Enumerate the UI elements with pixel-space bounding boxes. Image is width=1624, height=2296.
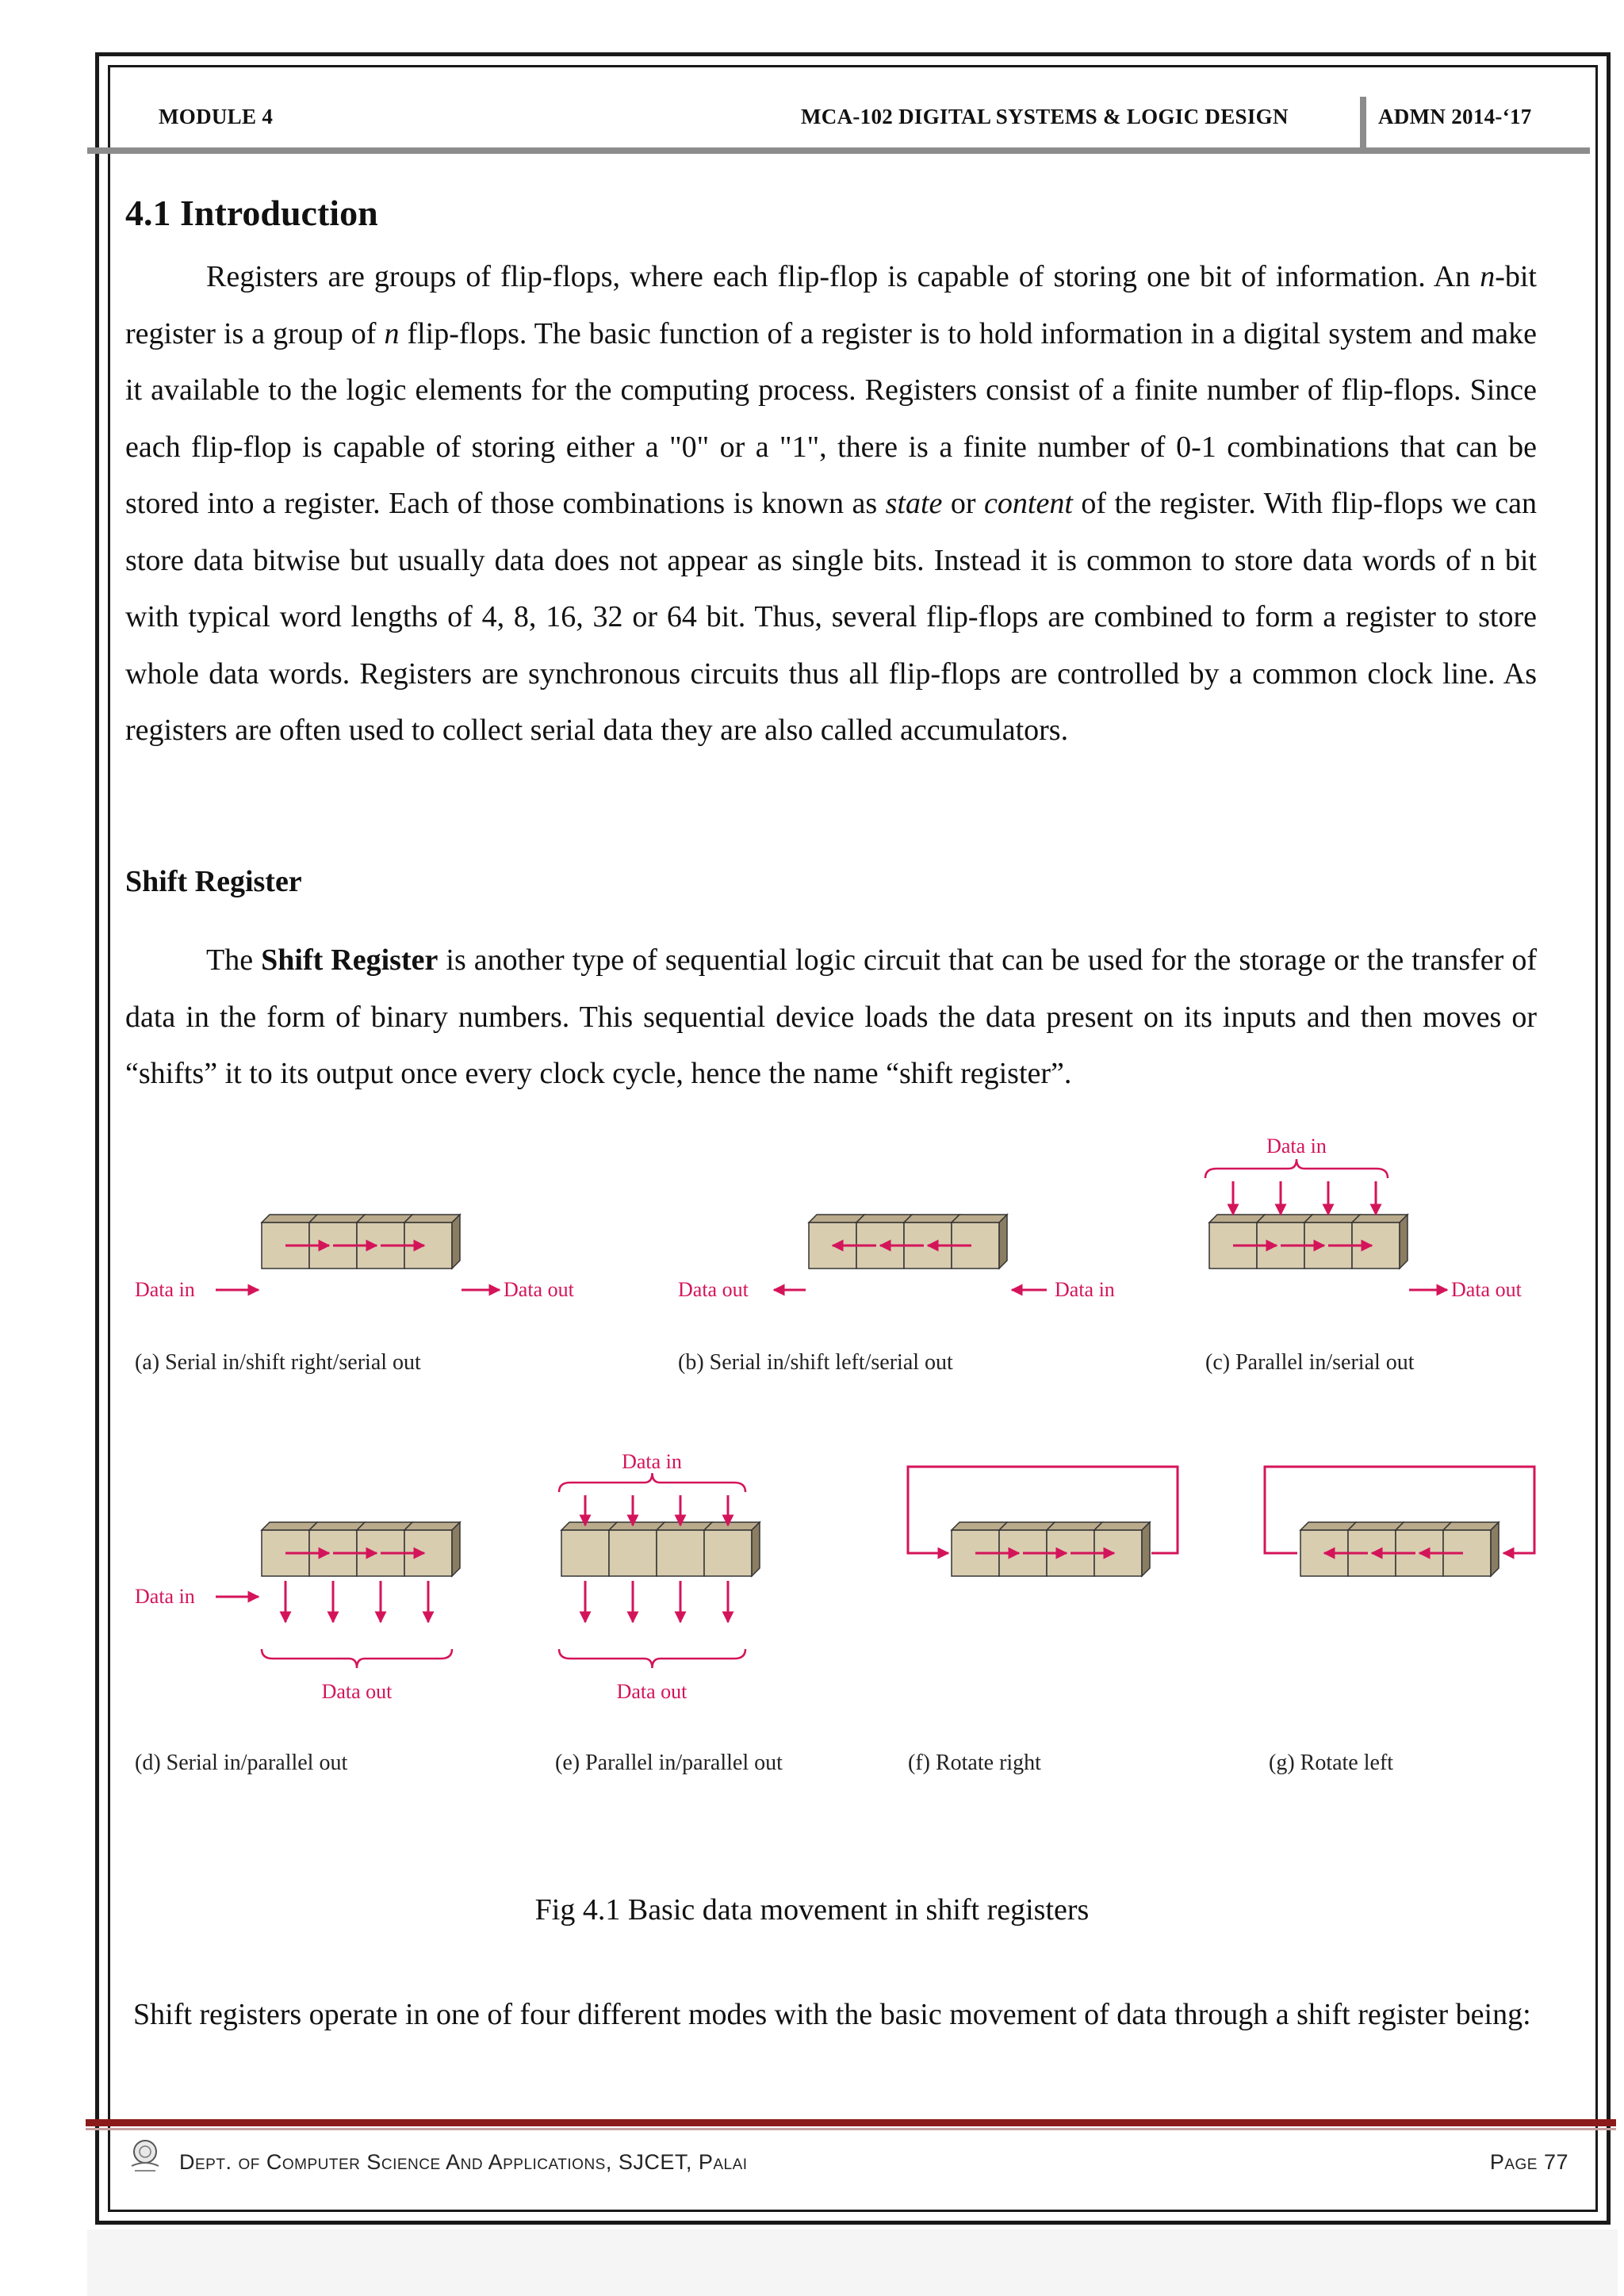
register-f-side (1142, 1522, 1150, 1576)
register-g-cell-top (1396, 1522, 1451, 1530)
caption-d: (d) Serial in/parallel out (135, 1751, 348, 1775)
register-f-cell-top (1047, 1522, 1102, 1530)
caption-c: (c) Parallel in/serial out (1205, 1350, 1415, 1375)
register-e-cell-top (657, 1522, 712, 1530)
intro-paragraph: Registers are groups of flip-flops, where each flip-flop is capable of storing one bit of information. An n-bit register is a group of n flip-flops. The basic function of a register is to hold information in a digital system and make it available to the logic elements for the computing process. Registers consist of a finite number of flip-flops. Since each flip-flop is capable of storing either a "0" or a "1", there is a finite number of 0-1 combinations that can be stored into a register. Each of those combinations is known as state or content of the register. With flip-flops we can store data bitwise but usually data does not appear as single bits. Instead it is common to store data words of n bit with typical word lengths of 4, 8, 16, 32 or 64 bit. Thus, several flip-flops are combined to form a register to store whole data words. Registers are synchronous circuits thus all flip-flops are controlled by a common clock line. As registers are often used to collect serial data they are also called accumulators. (125, 260, 1537, 747)
brace-e-data-out (559, 1649, 745, 1668)
footer-department: Dept. of Computer Science And Applications, SJCET, Palai (179, 2150, 748, 2174)
register-c-cell-top (1304, 1215, 1360, 1223)
register-g-cell-top (1443, 1522, 1499, 1530)
header-separator (1360, 97, 1366, 149)
label-a-data-in: Data in (135, 1278, 195, 1301)
register-e-cell-top (704, 1522, 760, 1530)
register-e-cell (561, 1530, 609, 1576)
label-d-data-in: Data in (135, 1585, 195, 1608)
register-a-cell-top (404, 1215, 460, 1223)
register-g-cell-top (1348, 1522, 1404, 1530)
register-e-cell (609, 1530, 657, 1576)
label-c-data-out: Data out (1451, 1278, 1522, 1301)
header-rule (87, 147, 1590, 154)
label-e-data-in: Data in (622, 1450, 682, 1473)
register-a-cell-top (357, 1215, 412, 1223)
shift-register-paragraph: The Shift Register is another type of sequential logic circuit that can be used for the storage or the transfer of data in the form of binary numbers. This sequential device loads the data present on its inputs and then moves or “shifts” it to its output once every clock cycle, hence the name “shift register”. (125, 943, 1537, 1090)
label-d-data-out: Data out (321, 1680, 393, 1703)
register-b-cell-top (904, 1215, 959, 1223)
label-a-data-out: Data out (504, 1278, 574, 1301)
register-a-cell-top (309, 1215, 365, 1223)
brace-c-data-in (1205, 1159, 1388, 1178)
brace-d-data-out (262, 1649, 452, 1668)
register-f-cell-top (999, 1522, 1055, 1530)
page-bottom-margin (87, 2229, 1618, 2296)
register-d-cell-top (309, 1522, 365, 1530)
register-f-cell-top (952, 1522, 1007, 1530)
caption-g: (g) Rotate left (1269, 1751, 1394, 1775)
header-admn: ADMN 2014-‘17 (1378, 105, 1532, 128)
register-d-cell-top (404, 1522, 460, 1530)
footer-rule (86, 2119, 1616, 2126)
brace-e-data-in (559, 1473, 745, 1492)
shift-register-figure (127, 1134, 1554, 1816)
register-b-cell-top (809, 1215, 864, 1223)
subsection-title: Shift Register (125, 865, 302, 898)
register-f-cell-top (1094, 1522, 1150, 1530)
footer-rule-thin (86, 2128, 1616, 2130)
header-course: MCA-102 DIGITAL SYSTEMS & LOGIC DESIGN (801, 105, 1289, 128)
register-e-cell (704, 1530, 752, 1576)
register-d-side (452, 1522, 460, 1576)
register-b-cell-top (856, 1215, 912, 1223)
label-c-data-in: Data in (1266, 1135, 1327, 1158)
register-c-cell-top (1257, 1215, 1312, 1223)
register-d-cell-top (262, 1522, 317, 1530)
register-b-cell-top (952, 1215, 1007, 1223)
label-b-data-in: Data in (1055, 1278, 1115, 1301)
register-e-cell-top (561, 1522, 617, 1530)
register-d-cell-top (357, 1522, 412, 1530)
college-seal-icon (127, 2136, 163, 2172)
footer-page-number: Page 77 (1489, 2150, 1568, 2174)
register-e-cell (657, 1530, 704, 1576)
register-a-side (452, 1215, 460, 1269)
register-b-side (999, 1215, 1007, 1269)
label-e-data-out: Data out (616, 1680, 688, 1703)
register-c-cell-top (1352, 1215, 1408, 1223)
header-module: MODULE 4 (159, 105, 274, 128)
figure-caption: Fig 4.1 Basic data movement in shift registers (534, 1893, 1090, 1927)
modes-paragraph: Shift registers operate in one of four different modes with the basic movement of data through a shift register being: (133, 1998, 1531, 2031)
caption-e: (e) Parallel in/parallel out (555, 1751, 783, 1775)
register-c-cell-top (1209, 1215, 1265, 1223)
register-a-cell-top (262, 1215, 317, 1223)
register-g-side (1491, 1522, 1499, 1576)
register-e-cell-top (609, 1522, 665, 1530)
section-title: 4.1 Introduction (125, 193, 378, 233)
register-c-side (1400, 1215, 1408, 1269)
label-b-data-out: Data out (678, 1278, 749, 1301)
caption-f: (f) Rotate right (908, 1751, 1041, 1775)
caption-a: (a) Serial in/shift right/serial out (135, 1350, 421, 1375)
register-g-cell-top (1300, 1522, 1356, 1530)
register-e-side (752, 1522, 760, 1576)
caption-b: (b) Serial in/shift left/serial out (678, 1350, 953, 1375)
